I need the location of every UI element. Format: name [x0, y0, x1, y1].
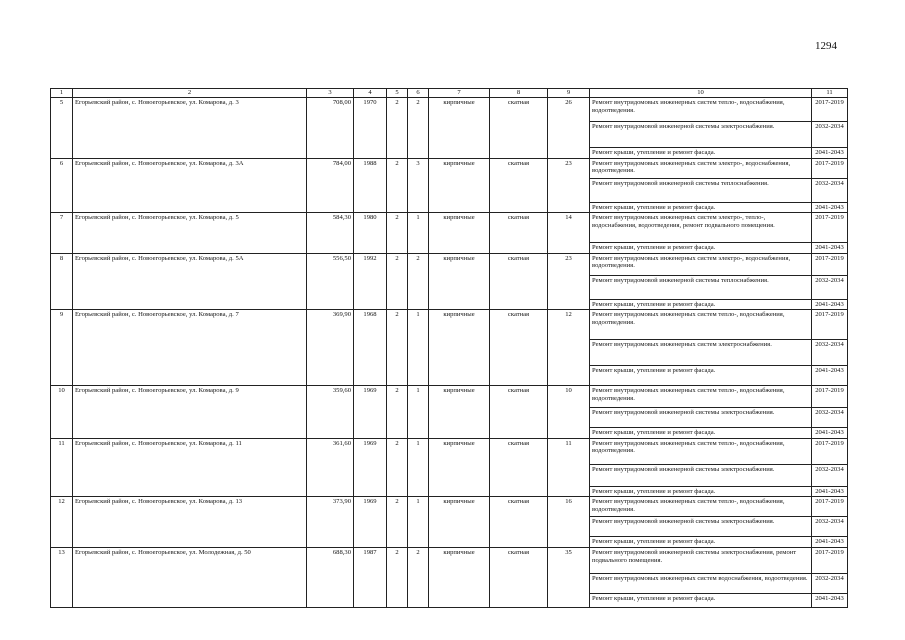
entrances-cell: 1	[408, 497, 429, 548]
entrances-cell: 1	[408, 438, 429, 497]
row-number: 11	[51, 438, 73, 497]
work-description-cell: Ремонт внутридомовых инженерных систем тепло-, водоснабжения, водоотведения.	[590, 386, 812, 408]
work-period-cell: 2017-2019	[812, 438, 848, 464]
entrances-cell: 2	[408, 548, 429, 608]
work-period-cell: 2041-2043	[812, 537, 848, 548]
address-cell: Егорьевский район, с. Новоегорьевское, ул. Комарова, д. 5А	[73, 253, 307, 310]
work-period-cell: 2032-2034	[812, 275, 848, 299]
apartments-cell: 12	[548, 310, 590, 386]
floors-cell: 2	[387, 98, 408, 159]
work-period-cell: 2041-2043	[812, 366, 848, 386]
column-number: 2	[73, 89, 307, 98]
floors-cell: 2	[387, 438, 408, 497]
work-period-cell: 2017-2019	[812, 548, 848, 574]
row-number: 7	[51, 213, 73, 254]
address-cell: Егорьевский район, с. Новоегорьевское, ул. Комарова, д. 11	[73, 438, 307, 497]
work-period-cell: 2041-2043	[812, 202, 848, 213]
work-period-cell: 2041-2043	[812, 486, 848, 497]
table-row	[51, 213, 848, 243]
column-number-row	[51, 89, 848, 98]
area-cell: 584,30	[307, 213, 354, 254]
floors-cell: 2	[387, 158, 408, 213]
row-number: 12	[51, 497, 73, 548]
row-number: 8	[51, 253, 73, 310]
column-number: 3	[307, 89, 354, 98]
wall-material-cell: кирпичные	[429, 548, 490, 608]
work-period-cell: 2032-2034	[812, 340, 848, 366]
work-period-cell: 2032-2034	[812, 178, 848, 202]
year-cell: 1988	[354, 158, 387, 213]
floors-cell: 2	[387, 310, 408, 386]
work-description-cell: Ремонт внутридомовой инженерной системы электроснабжения.	[590, 122, 812, 148]
capital-repair-table	[50, 88, 848, 608]
row-number: 5	[51, 98, 73, 159]
work-description-cell: Ремонт крыши, утепление и ремонт фасада.	[590, 202, 812, 213]
wall-material-cell: кирпичные	[429, 253, 490, 310]
roof-type-cell: скатная	[490, 386, 548, 439]
floors-cell: 2	[387, 386, 408, 439]
column-number: 7	[429, 89, 490, 98]
column-number: 9	[548, 89, 590, 98]
address-cell: Егорьевский район, с. Новоегорьевское, ул. Комарова, д. 3А	[73, 158, 307, 213]
apartments-cell: 23	[548, 158, 590, 213]
table-row	[51, 497, 848, 517]
work-period-cell: 2041-2043	[812, 428, 848, 439]
work-period-cell: 2032-2034	[812, 574, 848, 594]
column-number: 6	[408, 89, 429, 98]
roof-type-cell: скатная	[490, 98, 548, 159]
table-row	[51, 310, 848, 340]
address-cell: Егорьевский район, с. Новоегорьевское, ул. Комарова, д. 7	[73, 310, 307, 386]
work-description-cell: Ремонт крыши, утепление и ремонт фасада.	[590, 537, 812, 548]
table-row	[51, 548, 848, 574]
work-period-cell: 2032-2034	[812, 464, 848, 486]
floors-cell: 2	[387, 253, 408, 310]
work-description-cell: Ремонт крыши, утепление и ремонт фасада.	[590, 299, 812, 310]
work-period-cell: 2017-2019	[812, 253, 848, 275]
wall-material-cell: кирпичные	[429, 98, 490, 159]
floors-cell: 2	[387, 213, 408, 254]
work-description-cell: Ремонт внутридомовой инженерной системы теплоснабжения.	[590, 178, 812, 202]
work-description-cell: Ремонт внутридомовых инженерных систем водоснабжения, водоотведения.	[590, 574, 812, 594]
floors-cell: 2	[387, 497, 408, 548]
page-number: 1294	[815, 40, 837, 52]
column-number: 11	[812, 89, 848, 98]
work-description-cell: Ремонт внутридомовой инженерной системы электроснабжения.	[590, 464, 812, 486]
work-description-cell: Ремонт крыши, утепление и ремонт фасада.	[590, 366, 812, 386]
work-description-cell: Ремонт крыши, утепление и ремонт фасада.	[590, 428, 812, 439]
year-cell: 1968	[354, 310, 387, 386]
work-period-cell: 2017-2019	[812, 386, 848, 408]
entrances-cell: 2	[408, 253, 429, 310]
apartments-cell: 23	[548, 253, 590, 310]
work-period-cell: 2032-2034	[812, 408, 848, 428]
year-cell: 1992	[354, 253, 387, 310]
work-period-cell: 2032-2034	[812, 517, 848, 537]
roof-type-cell: скатная	[490, 213, 548, 254]
wall-material-cell: кирпичные	[429, 497, 490, 548]
work-description-cell: Ремонт внутридомовой инженерной системы электроснабжения.	[590, 517, 812, 537]
entrances-cell: 2	[408, 98, 429, 159]
work-description-cell: Ремонт внутридомовых инженерных систем электро-, водоснабжения, водоотведения.	[590, 158, 812, 178]
work-period-cell: 2017-2019	[812, 497, 848, 517]
entrances-cell: 1	[408, 310, 429, 386]
wall-material-cell: кирпичные	[429, 438, 490, 497]
address-cell: Егорьевский район, с. Новоегорьевское, ул. Комарова, д. 5	[73, 213, 307, 254]
year-cell: 1987	[354, 548, 387, 608]
roof-type-cell: скатная	[490, 438, 548, 497]
address-cell: Егорьевский район, с. Новоегорьевское, ул. Молодежная, д. 50	[73, 548, 307, 608]
column-number: 4	[354, 89, 387, 98]
column-number: 10	[590, 89, 812, 98]
work-period-cell: 2017-2019	[812, 310, 848, 340]
row-number: 10	[51, 386, 73, 439]
column-number: 1	[51, 89, 73, 98]
year-cell: 1970	[354, 98, 387, 159]
row-number: 6	[51, 158, 73, 213]
work-period-cell: 2041-2043	[812, 594, 848, 608]
table-row	[51, 386, 848, 408]
apartments-cell: 16	[548, 497, 590, 548]
roof-type-cell: скатная	[490, 497, 548, 548]
roof-type-cell: скатная	[490, 548, 548, 608]
year-cell: 1969	[354, 497, 387, 548]
address-cell: Егорьевский район, с. Новоегорьевское, ул. Комарова, д. 13	[73, 497, 307, 548]
work-period-cell: 2032-2034	[812, 122, 848, 148]
work-description-cell: Ремонт внутридомовых инженерных систем электроснабжения.	[590, 340, 812, 366]
year-cell: 1980	[354, 213, 387, 254]
work-description-cell: Ремонт внутридомовой инженерной системы электроснабжения.	[590, 408, 812, 428]
work-description-cell: Ремонт внутридомовых инженерных систем тепло-, водоснабжения, водоотведения.	[590, 497, 812, 517]
area-cell: 361,60	[307, 438, 354, 497]
table-row	[51, 158, 848, 178]
row-number: 13	[51, 548, 73, 608]
area-cell: 359,60	[307, 386, 354, 439]
row-number: 9	[51, 310, 73, 386]
year-cell: 1969	[354, 438, 387, 497]
work-period-cell: 2017-2019	[812, 158, 848, 178]
entrances-cell: 1	[408, 213, 429, 254]
work-description-cell: Ремонт внутридомовых инженерных систем тепло-, водоснабжения, водоотведения.	[590, 438, 812, 464]
roof-type-cell: скатная	[490, 158, 548, 213]
address-cell: Егорьевский район, с. Новоегорьевское, ул. Комарова, д. 9	[73, 386, 307, 439]
work-description-cell: Ремонт крыши, утепление и ремонт фасада.	[590, 148, 812, 159]
apartments-cell: 35	[548, 548, 590, 608]
work-description-cell: Ремонт внутридомовых инженерных систем электро-, водоснабжения, водоотведения.	[590, 253, 812, 275]
area-cell: 369,90	[307, 310, 354, 386]
wall-material-cell: кирпичные	[429, 310, 490, 386]
year-cell: 1969	[354, 386, 387, 439]
area-cell: 708,00	[307, 98, 354, 159]
work-period-cell: 2041-2043	[812, 243, 848, 254]
apartments-cell: 10	[548, 386, 590, 439]
work-description-cell: Ремонт крыши, утепление и ремонт фасада.	[590, 243, 812, 254]
table-row	[51, 253, 848, 275]
work-description-cell: Ремонт внутридомовых инженерных систем тепло-, водоснабжения, водоотведения.	[590, 310, 812, 340]
work-description-cell: Ремонт внутридомовых инженерных систем электро-, тепло-, водоснабжения, водоотведения, ремонт подвального помещения.	[590, 213, 812, 243]
column-number: 5	[387, 89, 408, 98]
work-description-cell: Ремонт крыши, утепление и ремонт фасада.	[590, 594, 812, 608]
area-cell: 373,90	[307, 497, 354, 548]
work-description-cell: Ремонт внутридомовых инженерных систем тепло-, водоснабжения, водоотведения.	[590, 98, 812, 122]
wall-material-cell: кирпичные	[429, 213, 490, 254]
roof-type-cell: скатная	[490, 253, 548, 310]
work-description-cell: Ремонт внутридомовой инженерной системы теплоснабжения.	[590, 275, 812, 299]
work-description-cell: Ремонт внутридомовой инженерной системы электроснабжения, ремонт подвального помещения.	[590, 548, 812, 574]
area-cell: 688,30	[307, 548, 354, 608]
wall-material-cell: кирпичные	[429, 158, 490, 213]
address-cell: Егорьевский район, с. Новоегорьевское, ул. Комарова, д. 3	[73, 98, 307, 159]
work-description-cell: Ремонт крыши, утепление и ремонт фасада.	[590, 486, 812, 497]
entrances-cell: 3	[408, 158, 429, 213]
wall-material-cell: кирпичные	[429, 386, 490, 439]
work-period-cell: 2041-2043	[812, 299, 848, 310]
apartments-cell: 14	[548, 213, 590, 254]
apartments-cell: 26	[548, 98, 590, 159]
table-row	[51, 98, 848, 122]
column-number: 8	[490, 89, 548, 98]
entrances-cell: 1	[408, 386, 429, 439]
area-cell: 556,50	[307, 253, 354, 310]
floors-cell: 2	[387, 548, 408, 608]
area-cell: 784,00	[307, 158, 354, 213]
work-period-cell: 2017-2019	[812, 98, 848, 122]
work-period-cell: 2041-2043	[812, 148, 848, 159]
apartments-cell: 11	[548, 438, 590, 497]
table-row	[51, 438, 848, 464]
roof-type-cell: скатная	[490, 310, 548, 386]
work-period-cell: 2017-2019	[812, 213, 848, 243]
